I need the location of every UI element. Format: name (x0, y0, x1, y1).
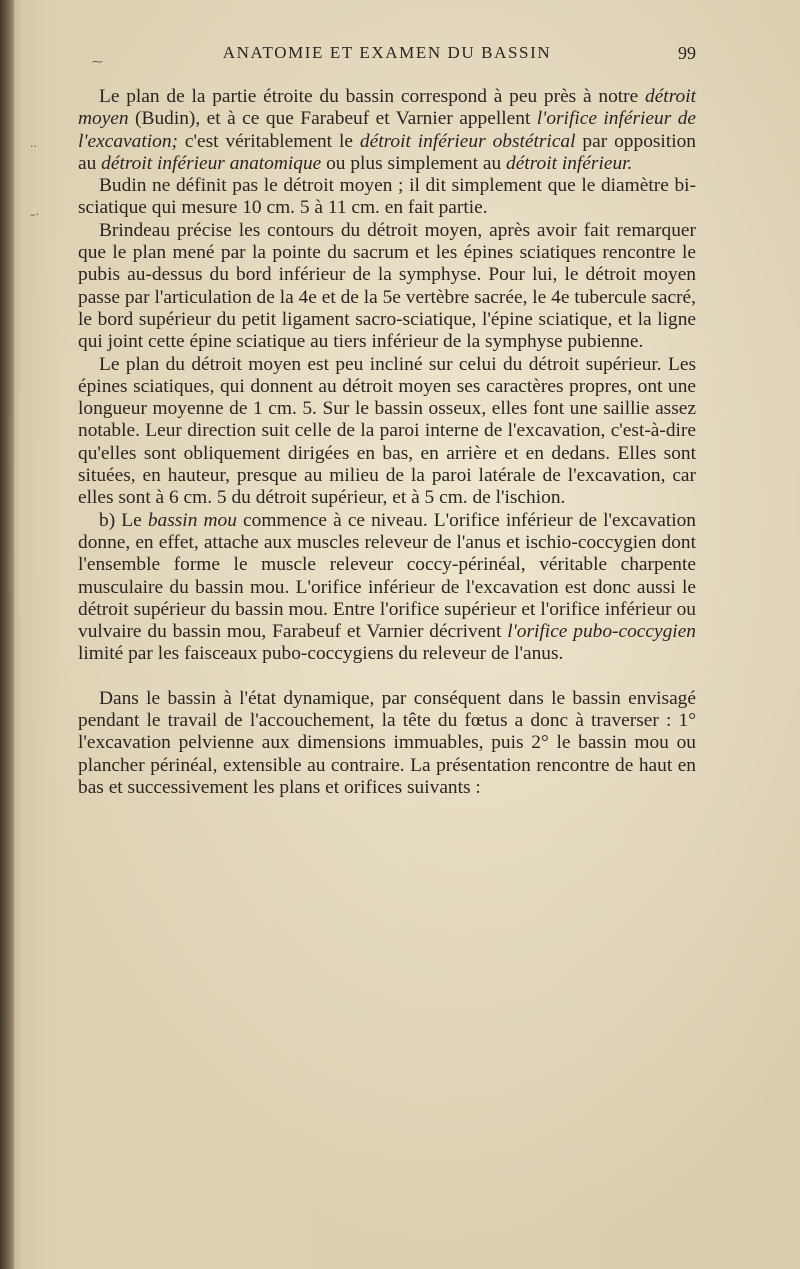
paragraph: Dans le bassin à l'état dynamique, par conséquent dans le bassin envisagé pendant le travail de l'accouchement, la tête du fœtus a donc à traverser : 1° l'excavation pelvienne aux dimensions immuables, puis 2° le bassin mou ou plancher périnéal, extensible au contraire. La présentation rencontre de haut en bas et successivement les plans et orifices suivants : (78, 687, 696, 798)
paragraph (78, 510, 696, 666)
margin-mark: –· (30, 208, 39, 221)
ink-speck: ⁓ (92, 55, 103, 68)
italic-term: l'orifice pubo-coccygien (507, 621, 696, 643)
page-number: 99 (678, 43, 696, 63)
italic-term: détroit inférieur anatomique (101, 152, 322, 174)
text-run: limité par les faisceaux pubo-coccygiens du releveur de l'anus. (78, 643, 564, 665)
paragraph: Budin ne définit pas le détroit moyen ; il dit simplement que le diamètre bi-sciatique qui mesure 10 cm. 5 à 11 cm. en fait partie. (78, 175, 696, 219)
text-run: ou plus simplement au (321, 152, 506, 174)
italic-term: l'orifice inférieur de l'excavation; (78, 108, 696, 152)
paragraph: Le plan du détroit moyen est peu incliné sur celui du détroit supérieur. Les épines sciatiques, qui donnent au détroit moyen ses caractères propres, ont une longueur moyenne de 1 cm. 5. Sur le bassin osseux, elles font une saillie assez notable. Leur direction suit celle de la paroi interne de l'excavation, c'est-à-dire qu'elles sont obliquement dirigées en bas, en arrière et en dedans. Elles sont situées, en hauteur, presque au milieu de la paroi latérale de l'excavation, car elles sont à 6 cm. 5 du détroit supérieur, et à 5 cm. de l'ischion. (78, 353, 696, 509)
text-run: par opposition au (78, 130, 696, 174)
body-text (78, 86, 696, 799)
italic-term: détroit inférieur obstétrical (359, 130, 576, 152)
italic-term: bassin mou (147, 509, 237, 531)
text-run: commence à ce niveau. L'orifice inférieur de l'excavation donne, en effet, attache aux muscles releveur de l'anus et ischio-coccygien dont l'ensemble forme le muscle releveur coccy-périnéal, véritable charpente musculaire du bassin mou. L'orifice inférieur de l'excavation est donc aussi le détroit supérieur du bassin mou. Entre l'orifice supérieur et l'orifice inférieur ou vulvaire du bassin mou, Farabeuf et Varnier décrivent (78, 509, 696, 643)
italic-term: détroit moyen (78, 86, 696, 130)
margin-mark: ·· (30, 140, 37, 153)
italic-term: détroit inférieur. (506, 152, 633, 174)
text-run: (Budin), et à ce que Farabeuf et Varnier appellent (128, 108, 537, 130)
running-title: ANATOMIE ET EXAMEN DU BASSIN (222, 43, 552, 62)
text-run: Le plan de la partie étroite du bassin correspond à peu près à notre (99, 86, 645, 107)
page-header (78, 43, 696, 71)
text-run: c'est véritablement le (177, 130, 360, 152)
binding-edge (0, 0, 14, 1269)
paragraph: Brindeau précise les contours du détroit moyen, après avoir fait remarquer que le plan mené par la pointe du sacrum et les épines sciatiques rencontre le pubis au-dessus du bord inférieur de la symphyse. Pour lui, le détroit moyen passe par l'articulation de la 4e et de la 5e vertèbre sacrée, le 4e tubercule sacré, le bord supérieur du petit ligament sacro-sciatique, l'épine sciatique, et la ligne qui joint cette épine sciatique au tiers inférieur de la symphyse pubienne. (78, 219, 696, 353)
text-run: b) Le (99, 509, 148, 531)
paragraph (78, 86, 696, 175)
